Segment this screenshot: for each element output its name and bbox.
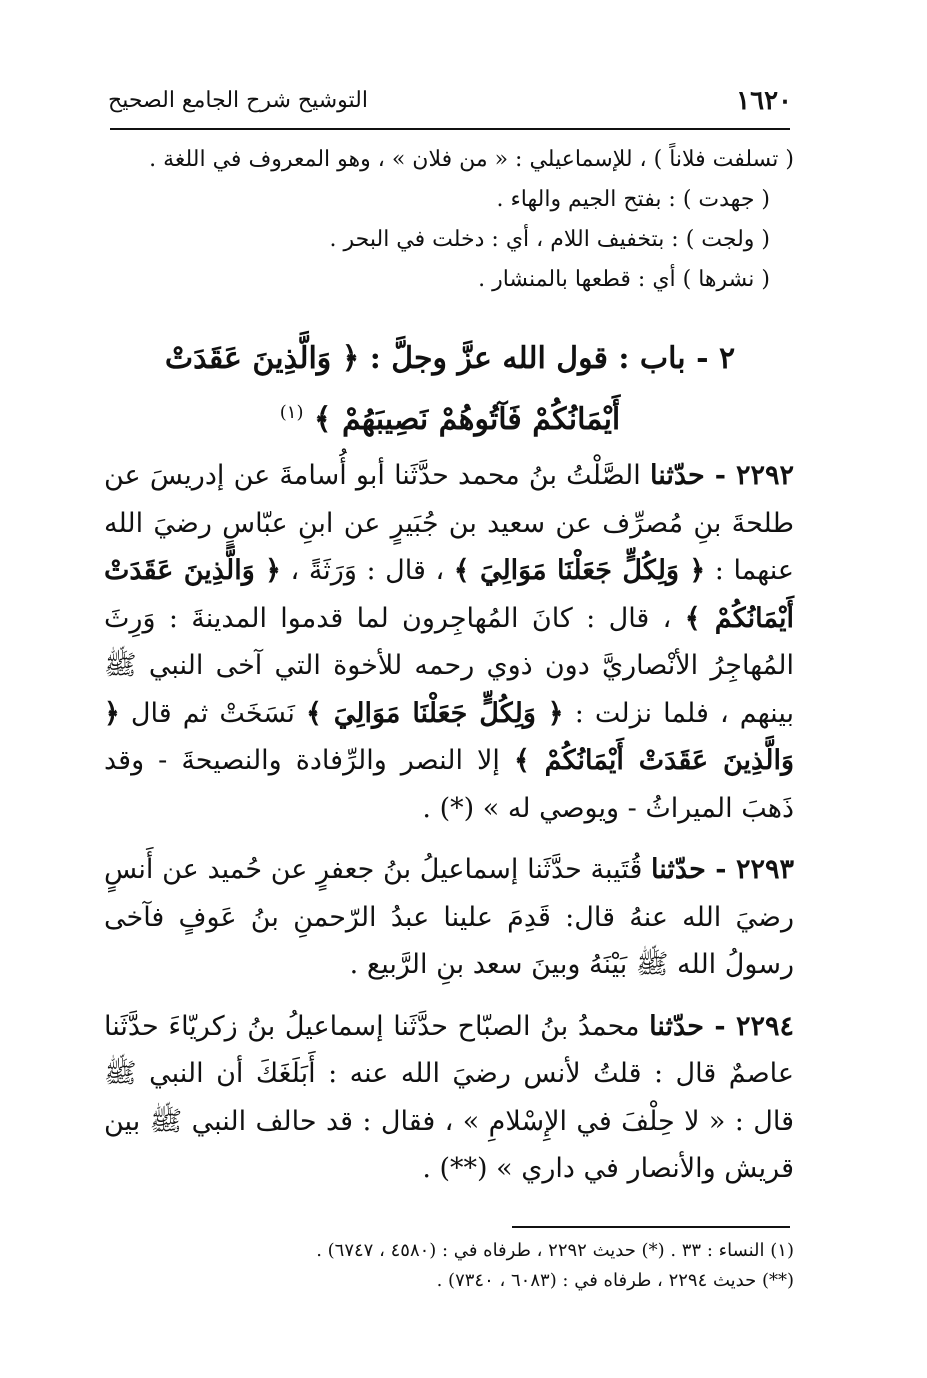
quran-quote: ﴿ وَالَّذِينَ عَقَدَتْ أَيْمَانُكُمْ ﴾ [104, 555, 795, 634]
hadith-text: ، قال : وَرَثَةً ، [280, 555, 454, 586]
chapter-heading-line1: ٢ - باب : قول الله عزَّ وجلَّ : ﴿ وَالَّذِينَ عَقَدَتْ [164, 341, 736, 376]
hadith-text: قُتَيبة حدَّثَنا إسماعيلُ بنُ جعفرٍ عن حُميد عن أَنسٍ رضيَ الله عنهُ قال: قَدِمَ علينا عبدُ الرّحمنِ بنُ عَوفٍ فآخى رسولُ الله ﷺ بَيْنَهُ وبينَ سعد بنِ الرَّبيع . [104, 854, 794, 980]
chapter-heading-verse: أَيْمَانُكُمْ فَآتُوهُمْ نَصِيبَهُمْ ﴾ [313, 402, 621, 437]
hadith-text: محمدُ بنُ الصبّاح حدَّثَنا إسماعيلُ بنُ زكريّاءَ حدَّثَنا عاصمٌ قال : قلتُ لأنس رضيَ الله عنه : أَبَلَغَكَ أن النبي ﷺ قال : « لا حِلْفَ في الإِسْلامِ » ، فقال : قد حالف النبي ﷺ بين قريش والأنصار في داري » (**) . [104, 1010, 794, 1184]
hadith-number: ٢٢٩٢ - حدّثنا [649, 460, 794, 491]
gloss-line: ( ولجت ) : بتخفيف اللام ، أي : دخلت في البحر . [329, 227, 770, 252]
glosses [108, 140, 794, 300]
chapter-heading-line2 [100, 386, 800, 447]
hadith-2292 [104, 452, 794, 832]
hadith-2293 [104, 846, 794, 989]
running-title: التوشيح شرح الجامع الصحيح [108, 88, 368, 113]
chapter-heading [100, 332, 800, 447]
header-rule [110, 128, 790, 130]
gloss-line: ( نشرها ) أي : قطعها بالمنشار . [478, 267, 770, 292]
footnote-line: (١) النساء : ٣٣ . (*) حديث ٢٢٩٢ ، طرفاه في : (٤٥٨٠ ، ٦٧٤٧) . [316, 1240, 794, 1261]
footnotes [108, 1236, 794, 1296]
footnote-rule [512, 1226, 790, 1228]
hadith-body [104, 452, 794, 1207]
hadith-number: ٢٢٩٤ - حدّثنا [649, 1010, 794, 1042]
gloss-line: ( تسلفت فلاناً ) ، للإسماعيلي : « من فلان » ، وهو المعروف في اللغة . [149, 147, 794, 172]
hadith-text: الصَّلْتُ بنُ محمد حدَّثَنا أبو أُسامةَ عن إدريسَ عن طلحةَ بنِ مُصرِّف عن سعيد بن جُبَيرٍ عن ابنِ عبّاسٍ رضيَ الله عنهما : [104, 460, 794, 586]
hadith-text: ، قال : كانَ المُهاجِرون لما قدموا المدينةَ : وَرِثَ المُهاجِرُ الأنْصاريَّ دون ذوي رحمه للأخوة التي آخى النبي ﷺ بينهم ، فلما نزلت : [104, 602, 794, 729]
page-header [108, 84, 792, 124]
hadith-2294 [104, 1003, 794, 1193]
hadith-number: ٢٢٩٣ - حدّثنا [651, 854, 794, 885]
quran-quote: ﴿ وَلِكُلٍّ جَعَلْنَا مَوَالِيَ ﴾ [453, 555, 706, 586]
quran-quote: ﴿ وَلِكُلٍّ جَعَلْنَا مَوَالِيَ ﴾ [306, 697, 564, 729]
footnote-ref: (١) [279, 402, 304, 423]
hadith-text: إلا النصر والرِّفادة والنصيحةَ - وقد ذَهبَ الميراثُ - ويوصي له » (*) . [104, 745, 794, 824]
gloss-line: ( جهدت ) : بفتح الجيم والهاء . [496, 187, 770, 212]
page-number: ١٦٢٠ [736, 86, 792, 116]
footnote-line: (**) حديث ٢٢٩٤ ، طرفاه في : (٦٠٨٣ ، ٧٣٤٠) . [436, 1270, 794, 1291]
quran-quote: ﴿ وَالَّذِينَ عَقَدَتْ أَيْمَانُكُمْ ﴾ [104, 697, 794, 776]
hadith-text: نَسَخَتْ ثم قال [119, 697, 307, 729]
